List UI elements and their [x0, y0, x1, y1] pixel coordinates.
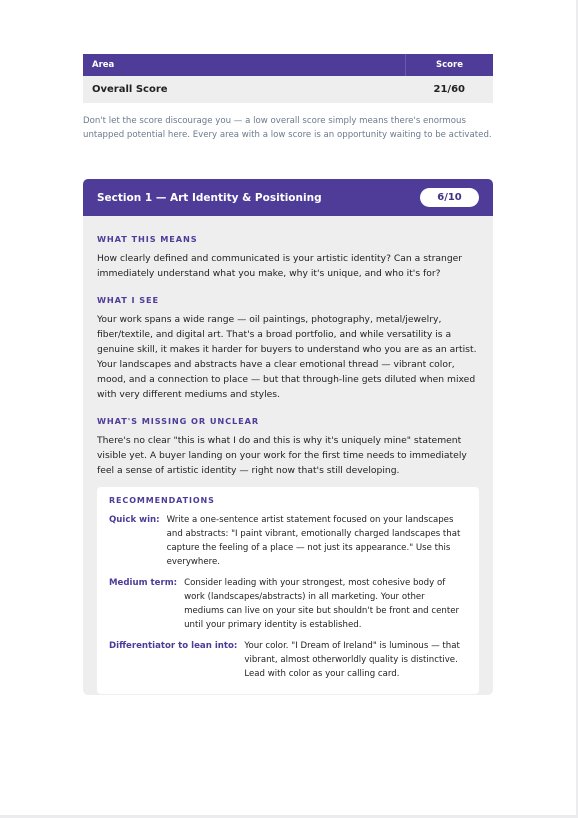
recommendation-text: Consider leading with your strongest, most cohesive body of work (landscapes/abstracts) in all marketing. Your other mediums can live on your site but shouldn't be front and center until your primary identity is established. — [184, 578, 460, 630]
section-header — [83, 179, 493, 216]
recommendation-quick-win — [109, 513, 467, 569]
overall-score-value: 21/60 — [406, 76, 494, 103]
section-title: Section 1 — Art Identity & Positioning — [97, 191, 322, 204]
recommendations-heading: RECOMMENDATIONS — [109, 496, 215, 505]
section-body — [83, 234, 493, 694]
section-1-card — [83, 179, 493, 695]
what-i-see-heading: WHAT I SEE — [97, 295, 159, 305]
missing-heading: WHAT'S MISSING OR UNCLEAR — [97, 416, 260, 426]
table-header-row — [83, 54, 493, 76]
area-column-header: Area — [83, 54, 406, 76]
section-score-badge: 6/10 — [420, 188, 479, 207]
recommendation-label: Quick win: — [109, 515, 160, 525]
recommendation-differentiator — [109, 639, 467, 681]
overall-score-table — [83, 54, 493, 103]
encouragement-note: Don't let the score discourage you — a low overall score simply means there's enormous untapped potential here. Every area with a low score is an opportunity waiting to be activated. — [83, 116, 492, 140]
missing-text: There's no clear "this is what I do and this is why it's uniquely mine" statement visible yet. A buyer landing on your work for the first time needs to immediately feel a sense of artistic identity — right now that's still developing. — [97, 435, 467, 476]
recommendation-label: Differentiator to lean into: — [109, 641, 238, 651]
table-row — [83, 76, 493, 103]
score-column-header: Score — [406, 54, 494, 76]
what-i-see-text: Your work spans a wide range — oil paintings, photography, metal/jewelry, fiber/textile, and digital art. That's a broad portfolio, and while versatility is a genuine skill, it makes it harder for buyers to understand who you are as an artist. Your landscapes and abstracts have a clear emotional thread — vibrant color, mood, and a connection to place — but that through-line gets diluted when mixed with very different mediums and styles. — [97, 314, 477, 400]
what-this-means-heading: WHAT THIS MEANS — [97, 234, 198, 244]
overall-score-label: Overall Score — [83, 76, 406, 103]
recommendation-label: Medium term: — [109, 578, 178, 588]
recommendations-box — [97, 487, 479, 694]
recommendation-text: Your color. "I Dream of Ireland" is luminous — that vibrant, almost otherworldly quality is distinctive. Lead with color as your calling card. — [244, 641, 460, 679]
what-this-means-text: How clearly defined and communicated is your artistic identity? Can a stranger immediately understand what you make, why it's unique, and who it's for? — [97, 253, 463, 279]
recommendation-text: Write a one-sentence artist statement focused on your landscapes and abstracts: "I paint vibrant, emotionally charged landscapes that capture the feeling of a place — not just its appearance." Use this everywhere. — [166, 515, 461, 567]
recommendation-medium-term — [109, 576, 467, 632]
